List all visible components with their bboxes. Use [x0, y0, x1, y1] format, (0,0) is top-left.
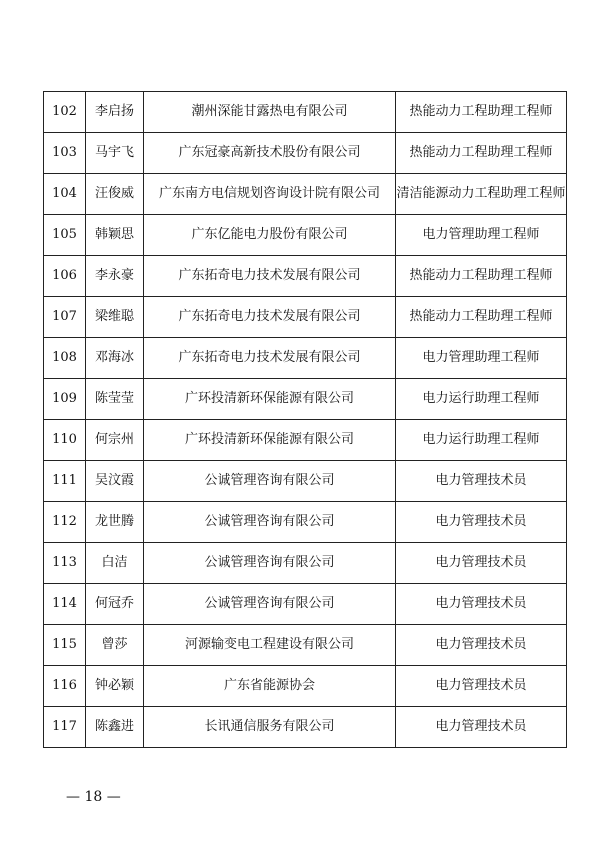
person-name: 梁维聪 [86, 297, 144, 338]
row-number: 110 [44, 420, 86, 461]
person-name: 韩颖思 [86, 215, 144, 256]
job-title: 电力管理技术员 [396, 502, 567, 543]
job-title: 热能动力工程助理工程师 [396, 297, 567, 338]
table-row [44, 297, 567, 338]
table-row [44, 133, 567, 174]
row-number: 114 [44, 584, 86, 625]
row-number: 104 [44, 174, 86, 215]
table-row [44, 92, 567, 133]
job-title: 电力管理技术员 [396, 666, 567, 707]
job-title: 电力管理助理工程师 [396, 338, 567, 379]
job-title: 电力管理技术员 [396, 625, 567, 666]
table-row [44, 666, 567, 707]
table-row [44, 215, 567, 256]
company-name: 广环投清新环保能源有限公司 [144, 420, 396, 461]
company-name: 公诚管理咨询有限公司 [144, 543, 396, 584]
company-name: 广东省能源协会 [144, 666, 396, 707]
person-name: 白洁 [86, 543, 144, 584]
company-name: 广东拓奇电力技术发展有限公司 [144, 256, 396, 297]
row-number: 102 [44, 92, 86, 133]
row-number: 107 [44, 297, 86, 338]
job-title: 电力管理助理工程师 [396, 215, 567, 256]
person-name: 李启扬 [86, 92, 144, 133]
row-number: 112 [44, 502, 86, 543]
company-name: 长讯通信服务有限公司 [144, 707, 396, 748]
job-title: 热能动力工程助理工程师 [396, 256, 567, 297]
person-name: 何宗州 [86, 420, 144, 461]
company-name: 广东亿能电力股份有限公司 [144, 215, 396, 256]
company-name: 公诚管理咨询有限公司 [144, 584, 396, 625]
table-row [44, 420, 567, 461]
row-number: 106 [44, 256, 86, 297]
person-name: 吴汶霞 [86, 461, 144, 502]
company-name: 广东拓奇电力技术发展有限公司 [144, 338, 396, 379]
job-title: 热能动力工程助理工程师 [396, 92, 567, 133]
table-row [44, 584, 567, 625]
job-title: 电力管理技术员 [396, 707, 567, 748]
company-name: 广环投清新环保能源有限公司 [144, 379, 396, 420]
row-number: 108 [44, 338, 86, 379]
job-title: 热能动力工程助理工程师 [396, 133, 567, 174]
table-row [44, 256, 567, 297]
table-row [44, 461, 567, 502]
row-number: 103 [44, 133, 86, 174]
row-number: 116 [44, 666, 86, 707]
job-title: 清洁能源动力工程助理工程师 [396, 174, 567, 215]
row-number: 105 [44, 215, 86, 256]
job-title: 电力管理技术员 [396, 461, 567, 502]
page-number: — 18 — [66, 789, 121, 805]
roster-table [43, 91, 567, 748]
person-name: 李永豪 [86, 256, 144, 297]
person-name: 何冠乔 [86, 584, 144, 625]
row-number: 115 [44, 625, 86, 666]
job-title: 电力运行助理工程师 [396, 420, 567, 461]
table-row [44, 174, 567, 215]
person-name: 陈鑫进 [86, 707, 144, 748]
job-title: 电力管理技术员 [396, 543, 567, 584]
roster-body [44, 92, 567, 748]
table-row [44, 338, 567, 379]
table-row [44, 625, 567, 666]
job-title: 电力管理技术员 [396, 584, 567, 625]
person-name: 钟必颖 [86, 666, 144, 707]
row-number: 111 [44, 461, 86, 502]
person-name: 龙世腾 [86, 502, 144, 543]
table-row [44, 502, 567, 543]
company-name: 公诚管理咨询有限公司 [144, 461, 396, 502]
company-name: 广东冠豪高新技术股份有限公司 [144, 133, 396, 174]
company-name: 公诚管理咨询有限公司 [144, 502, 396, 543]
person-name: 汪俊威 [86, 174, 144, 215]
company-name: 广东南方电信规划咨询设计院有限公司 [144, 174, 396, 215]
row-number: 117 [44, 707, 86, 748]
table-row [44, 707, 567, 748]
company-name: 潮州深能甘露热电有限公司 [144, 92, 396, 133]
row-number: 113 [44, 543, 86, 584]
table-row [44, 379, 567, 420]
person-name: 马宇飞 [86, 133, 144, 174]
row-number: 109 [44, 379, 86, 420]
person-name: 邓海冰 [86, 338, 144, 379]
person-name: 曾莎 [86, 625, 144, 666]
job-title: 电力运行助理工程师 [396, 379, 567, 420]
person-name: 陈莹莹 [86, 379, 144, 420]
table-row [44, 543, 567, 584]
company-name: 河源输变电工程建设有限公司 [144, 625, 396, 666]
company-name: 广东拓奇电力技术发展有限公司 [144, 297, 396, 338]
